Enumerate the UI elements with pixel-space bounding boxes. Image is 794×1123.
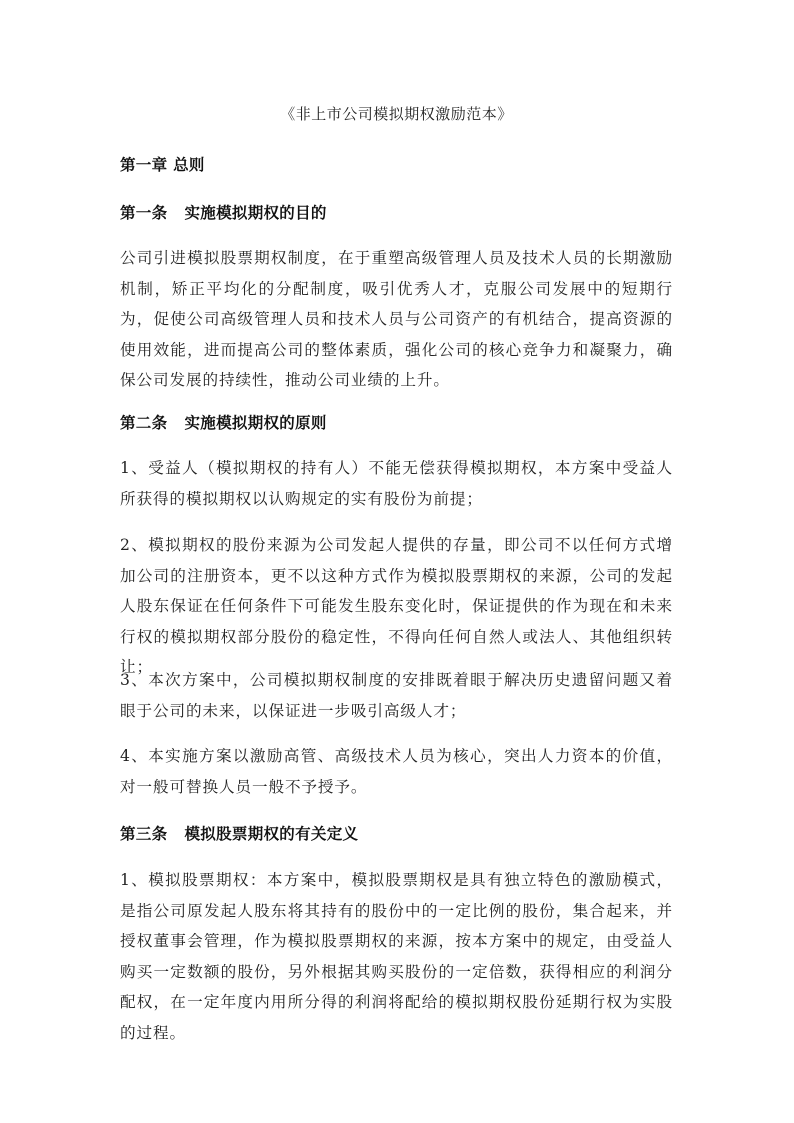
article-1-heading: 第一条 实施模拟期权的目的: [120, 203, 327, 222]
article-3-heading: 第三条 模拟股票期权的有关定义: [120, 824, 359, 843]
document-title: 《非上市公司模拟期权激励范本》: [280, 105, 513, 123]
article-2-item-1: 1、受益人（模拟期权的持有人）不能无偿获得模拟期权，本方案中受益人所获得的模拟期权以认购规定的实有股份为前提；: [120, 459, 673, 508]
article-2-item-3: 3、本次方案中，公司模拟期权制度的安排既着眼于解决历史遗留问题又着眼于公司的未来，以保证进一步吸引高级人才；: [120, 671, 673, 720]
article-3-item-1: 1、模拟股票期权：本方案中，模拟股票期权是具有独立特色的激励模式，是指公司原发起人股东将其持有的股份中的一定比例的股份，集合起来，并授权董事会管理，作为模拟股票期权的来源，按本方案中的规定，由受益人购买一定数额的股份，另外根据其购买股份的一定倍数，获得相应的利润分配权，在一定年度内用所分得的利润将配给的模拟期权股份延期行权为实股的过程。: [120, 871, 673, 1042]
article-2-item-2: 2、模拟期权的股份来源为公司发起人提供的存量，即公司不以任何方式增加公司的注册资本，更不以这种方式作为模拟股票期权的来源，公司的发起人股东保证在任何条件下可能发生股东变化时，保证提供的作为现在和未来行权的模拟期权部分股份的稳定性，不得向任何自然人或法人、其他组织转让；: [120, 536, 673, 676]
article-1-paragraph: 公司引进模拟股票期权制度，在于重塑高级管理人员及技术人员的长期激励机制，矫正平均化的分配制度，吸引优秀人才，克服公司发展中的短期行为，促使公司高级管理人员和技术人员与公司资产的有机结合，提高资源的使用效能，进而提高公司的整体素质，强化公司的核心竞争力和凝聚力，确保公司发展的持续性，推动公司业绩的上升。: [120, 249, 673, 389]
article-2-heading: 第二条 实施模拟期权的原则: [120, 413, 327, 432]
article-2-item-4: 4、本实施方案以激励高管、高级技术人员为核心，突出人力资本的价值，对一般可替换人员一般不予授予。: [120, 747, 673, 796]
chapter-heading: 第一章 总则: [120, 155, 205, 174]
